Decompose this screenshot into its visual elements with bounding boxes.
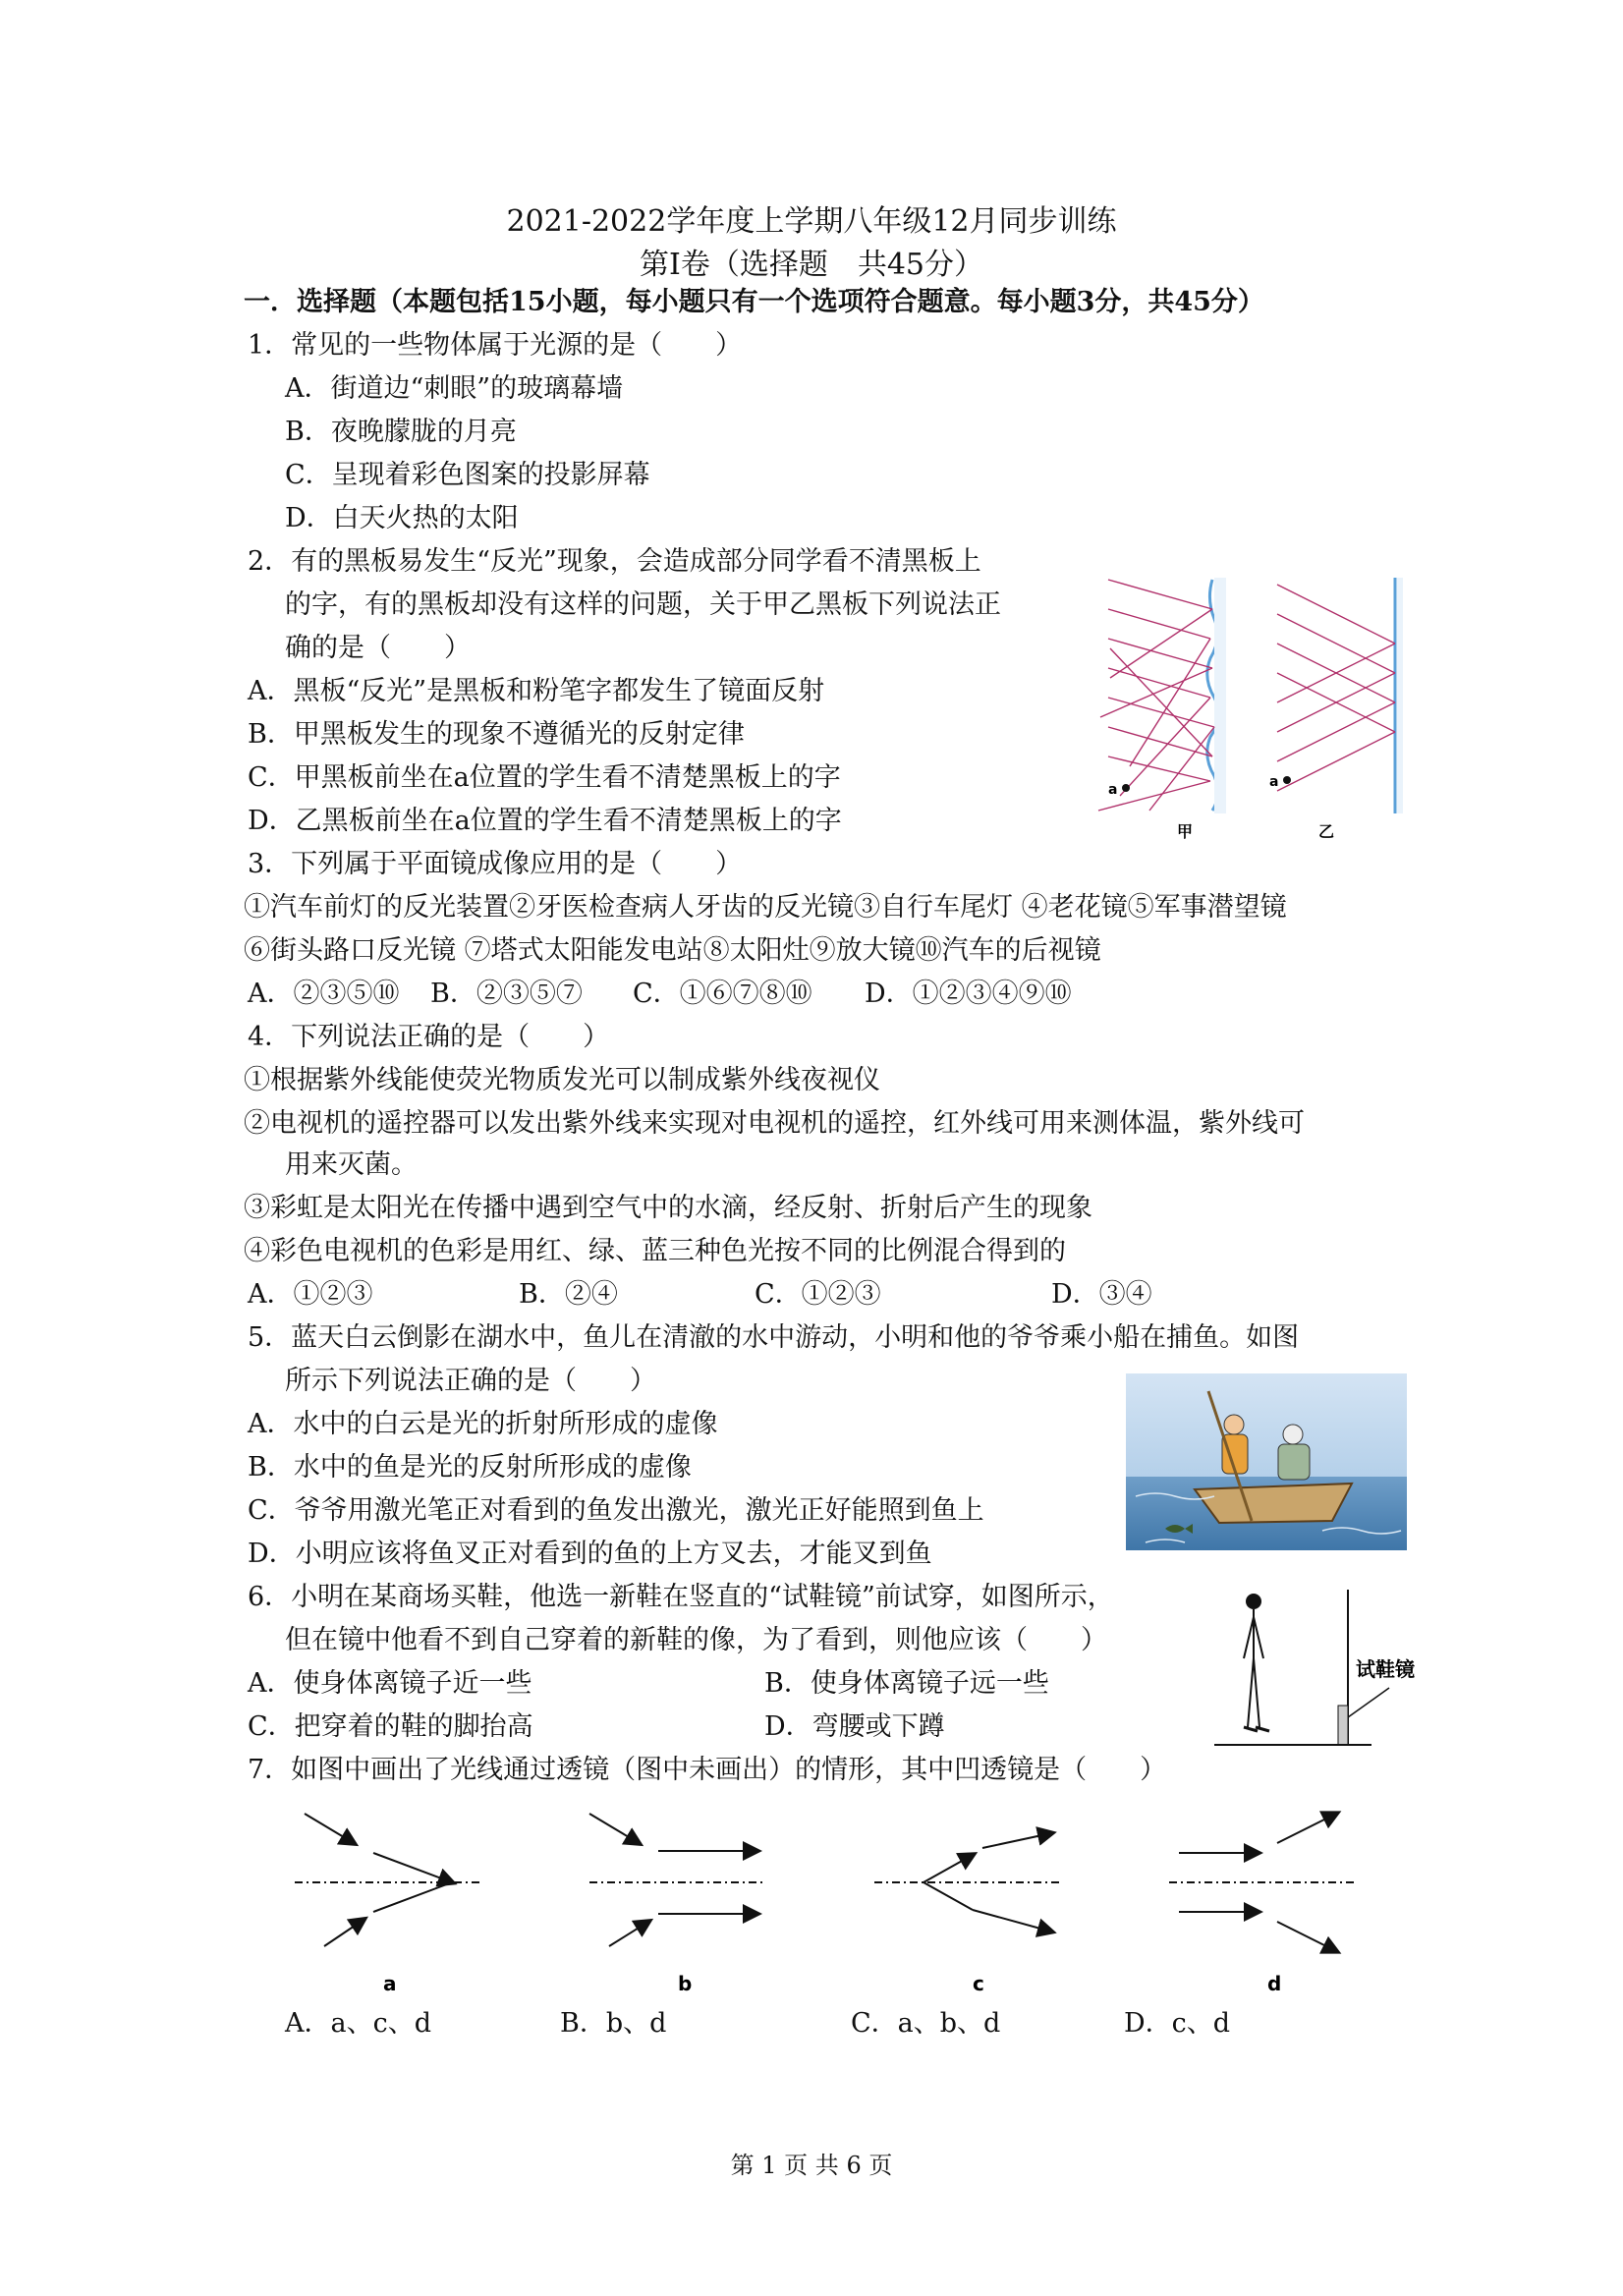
ray-c-lower [923, 1882, 973, 1910]
q5-stem-line1: 5．蓝天白云倒影在湖水中，鱼儿在清澈的水中游动，小明和他的爷爷乘小船在捕鱼。如图 [248, 1322, 1300, 1353]
q5-option-b: B．水中的鱼是光的反射所形成的虚像 [248, 1452, 692, 1483]
label-yi: 乙 [1318, 822, 1335, 841]
page-title: 2021-2022学年度上学期八年级12月同步训练 [506, 204, 1117, 239]
q3-option-d: D．①②③④⑨⑩ [865, 979, 1072, 1009]
q3-items-line2: ⑥街头路口反光镜 ⑦塔式太阳能发电站⑧太阳灶⑨放大镜⑩汽车的后视镜 [244, 935, 1101, 966]
rough-board-rays [1098, 580, 1214, 811]
q5-stem-line2: 所示下列说法正确的是（ ） [285, 1366, 656, 1396]
boy-head [1224, 1415, 1244, 1434]
q4-item-2-cont: 用来灭菌。 [285, 1149, 418, 1180]
ray-d-bottom-out [1277, 1922, 1336, 1951]
q1-option-d: D．白天火热的太阳 [285, 503, 519, 533]
q5-option-c: C．爷爷用激光笔正对看到的鱼发出激光，激光正好能照到鱼上 [248, 1495, 984, 1526]
q6-option-a: A．使身体离镜子近一些 [248, 1668, 532, 1699]
ray-b-bottom-in [609, 1922, 648, 1946]
point-a-left [1122, 784, 1130, 792]
point-a-right-label: a [1269, 774, 1279, 790]
boat [1195, 1484, 1352, 1523]
q4-item-1: ①根据紫外线能使荧光物质发光可以制成紫外线夜视仪 [244, 1065, 880, 1095]
q5-fishing-boat-figure [1126, 1373, 1407, 1550]
q2-option-b: B．甲黑板发生的现象不遵循光的反射定律 [248, 719, 745, 750]
q1-option-b: B．夜晚朦胧的月亮 [285, 417, 517, 447]
grandpa-head [1283, 1425, 1303, 1444]
label-c: c [973, 1972, 984, 1995]
ray-a-top-out [373, 1853, 452, 1882]
ray-c-upper [923, 1855, 973, 1882]
person-body [1244, 1609, 1263, 1727]
grandpa-body [1278, 1444, 1310, 1480]
shoe-mirror [1338, 1706, 1348, 1745]
q2-option-d: D．乙黑板前坐在a位置的学生看不清楚黑板上的字 [248, 806, 842, 836]
q6-stem-line1: 6．小明在某商场买鞋，他选一新鞋在竖直的“试鞋镜”前试穿，如图所示， [248, 1582, 1114, 1612]
sky [1126, 1373, 1407, 1482]
q6-option-b: B．使身体离镜子远一些 [764, 1668, 1049, 1699]
ray-a-bottom-out [373, 1882, 452, 1912]
q4-item-3: ③彩虹是太阳光在传播中遇到空气中的水滴，经反射、折射后产生的现象 [244, 1193, 1092, 1223]
person-head [1246, 1594, 1261, 1609]
q2-stem-line3: 确的是（ ） [285, 633, 471, 663]
q3-items-line1: ①汽车前灯的反光装置②牙医检查病人牙齿的反光镜③自行车尾灯 ④老花镜⑤军事潜望镜 [244, 892, 1287, 923]
q4-option-d: D．③④ [1051, 1279, 1152, 1310]
mirror-label: 试鞋镜 [1356, 1657, 1415, 1681]
q3-option-c: C．①⑥⑦⑧⑩ [633, 979, 812, 1009]
point-a-right [1283, 776, 1291, 784]
label-d: d [1267, 1972, 1282, 1995]
ray-c-upper-out [982, 1833, 1051, 1848]
label-a: a [383, 1972, 397, 1995]
label-b: b [678, 1972, 693, 1995]
q4-option-c: C．①②③ [755, 1279, 881, 1310]
q7-stem: 7．如图中画出了光线通过透镜（图中未画出）的情形，其中凹透镜是（ ） [248, 1755, 1167, 1785]
q3-stem: 3．下列属于平面镜成像应用的是（ ） [248, 849, 743, 879]
page-subtitle: 第Ⅰ卷（选择题 共45分） [639, 248, 984, 282]
ray-d-top-out [1277, 1814, 1336, 1843]
q4-option-b: B．②④ [519, 1279, 618, 1310]
q7-option-c: C．a、b、d [851, 2008, 1001, 2039]
q2-option-a: A．黑板“反光”是黑板和粉笔字都发生了镜面反射 [248, 676, 825, 706]
q6-shoe-mirror-figure [1214, 1580, 1430, 1757]
smooth-board-body [1397, 578, 1403, 813]
q4-option-a: A．①②③ [248, 1279, 373, 1310]
smooth-board-rays [1277, 585, 1395, 791]
q4-item-2: ②电视机的遥控器可以发出紫外线来实现对电视机的遥控，红外线可用来测体温，紫外线可 [244, 1108, 1305, 1139]
q3-option-a: A．②③⑤⑩ [248, 979, 400, 1009]
ray-c-lower-out [973, 1910, 1051, 1932]
q7-option-b: B．b、d [560, 2008, 667, 2039]
q1-option-c: C．呈现着彩色图案的投影屏幕 [285, 460, 650, 490]
mirror-label-leader [1348, 1688, 1389, 1717]
q2-stem-line2: 的字，有的黑板却没有这样的问题，关于甲乙黑板下列说法正 [285, 589, 1001, 620]
ray-a-top-in [305, 1814, 354, 1843]
q1-option-a: A．街道边“刺眼”的玻璃幕墙 [285, 373, 624, 404]
q6-option-d: D．弯腰或下蹲 [764, 1711, 945, 1742]
q4-stem: 4．下列说法正确的是（ ） [248, 1022, 610, 1052]
q7-lens-rays-figure [285, 1794, 1464, 2000]
q7-option-d: D．c、d [1124, 2008, 1231, 2039]
q1-stem: 1．常见的一些物体属于光源的是（ ） [248, 330, 743, 361]
q4-item-4: ④彩色电视机的色彩是用红、绿、蓝三种色光按不同的比例混合得到的 [244, 1236, 1066, 1266]
label-jia: 甲 [1177, 822, 1194, 841]
ray-b-top-in [589, 1814, 639, 1843]
person-feet [1244, 1727, 1269, 1731]
q6-stem-line2: 但在镜中他看不到自己穿着的新鞋的像，为了看到，则他应该（ ） [285, 1625, 1107, 1655]
q6-option-c: C．把穿着的鞋的脚抬高 [248, 1711, 533, 1742]
section-heading: 一．选择题（本题包括15小题，每小题只有一个选项符合题意。每小题3分，共45分） [244, 287, 1264, 317]
page-footer: 第 1 页 共 6 页 [730, 2152, 893, 2179]
q2-stem-line1: 2．有的黑板易发生“反光”现象，会造成部分同学看不清黑板上 [248, 546, 981, 577]
ray-a-bottom-in [324, 1920, 364, 1946]
q5-option-d: D．小明应该将鱼叉正对看到的鱼的上方叉去，才能叉到鱼 [248, 1539, 932, 1569]
point-a-left-label: a [1108, 782, 1118, 798]
rough-board-body [1214, 578, 1226, 813]
q2-blackboard-figure [1091, 570, 1405, 845]
q2-option-c: C．甲黑板前坐在a位置的学生看不清楚黑板上的字 [248, 762, 841, 793]
q3-option-b: B．②③⑤⑦ [430, 979, 583, 1009]
q5-option-a: A．水中的白云是光的折射所形成的虚像 [248, 1409, 718, 1439]
q7-option-a: A．a、c、d [285, 2008, 432, 2039]
